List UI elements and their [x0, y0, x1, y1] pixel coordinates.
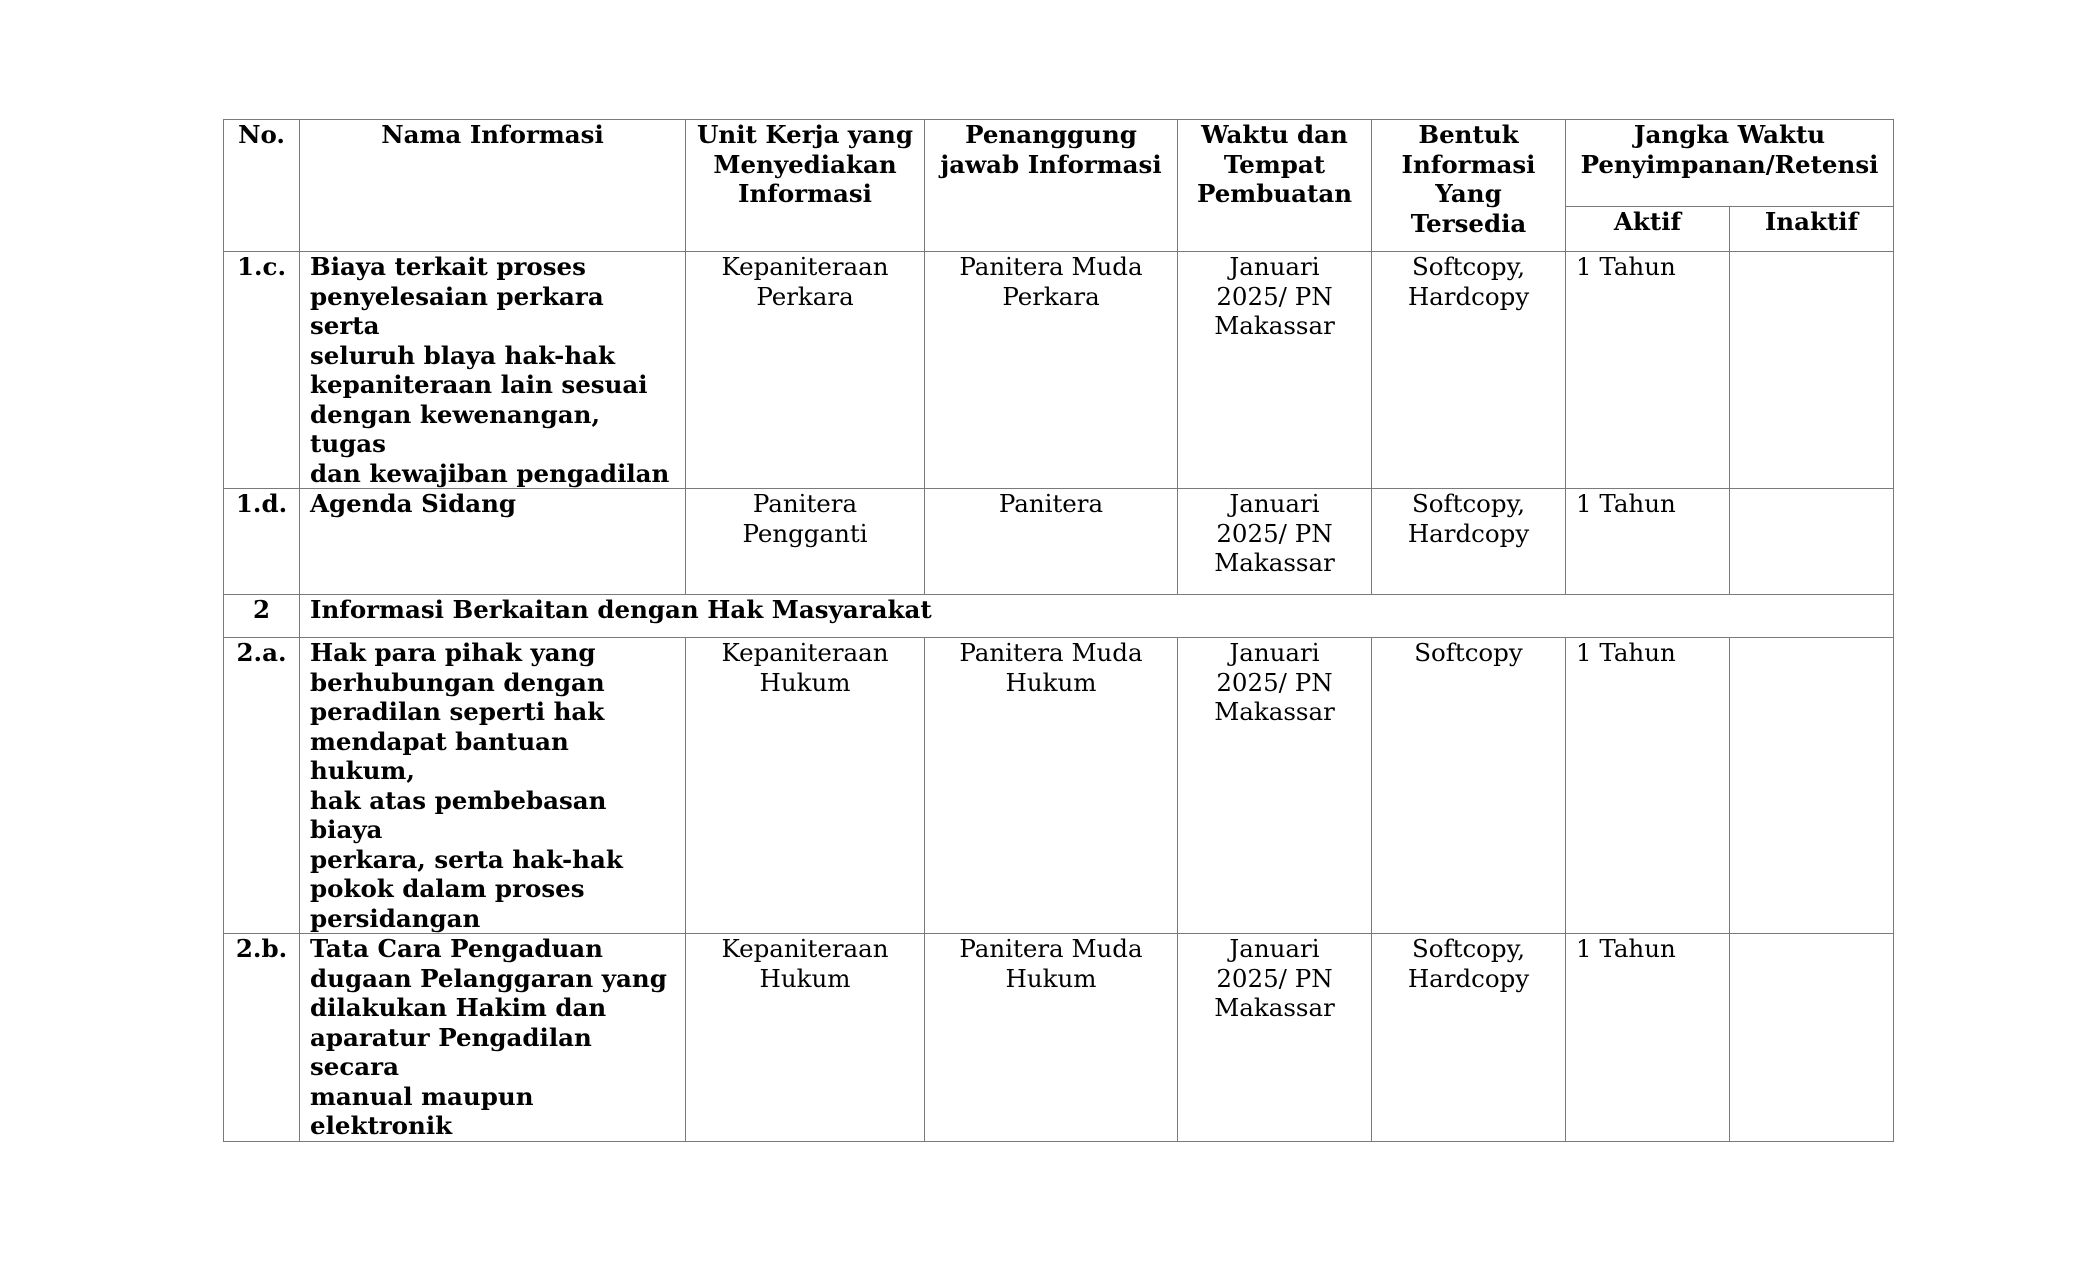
- row-waktu-tempat: Januari 2025/ PN Makassar: [1178, 934, 1372, 1142]
- row-number: 2.b.: [224, 934, 300, 1142]
- row-bentuk-informasi: Softcopy, Hardcopy: [1372, 252, 1566, 489]
- header-aktif: Aktif: [1566, 207, 1730, 252]
- row-number: 2.a.: [224, 638, 300, 934]
- row-penanggung-jawab: Panitera Muda Perkara: [925, 252, 1178, 489]
- header-bentuk-informasi: Bentuk Informasi Yang Tersedia: [1372, 120, 1566, 252]
- row-bentuk-informasi: Softcopy, Hardcopy: [1372, 934, 1566, 1142]
- row-nama-informasi: Agenda Sidang: [300, 489, 686, 595]
- row-unit-kerja: Panitera Pengganti: [686, 489, 925, 595]
- row-waktu-tempat: Januari 2025/ PN Makassar: [1178, 489, 1372, 595]
- row-penanggung-jawab: Panitera Muda Hukum: [925, 638, 1178, 934]
- row-bentuk-informasi: Softcopy: [1372, 638, 1566, 934]
- information-table: [223, 119, 1894, 1142]
- table-row: [224, 252, 1894, 489]
- row-penanggung-jawab: Panitera: [925, 489, 1178, 595]
- row-unit-kerja: Kepaniteraan Perkara: [686, 252, 925, 489]
- row-aktif: 1 Tahun: [1566, 638, 1730, 934]
- table-row: [224, 934, 1894, 1142]
- header-penanggung-jawab: Penanggung jawab Informasi: [925, 120, 1178, 252]
- section-row: [224, 595, 1894, 638]
- header-no: No.: [224, 120, 300, 252]
- row-nama-informasi: Tata Cara Pengaduan dugaan Pelanggaran yang dilakukan Hakim dan aparatur Pengadilan secara manual maupun elektronik: [300, 934, 686, 1142]
- row-unit-kerja: Kepaniteraan Hukum: [686, 934, 925, 1142]
- row-unit-kerja: Kepaniteraan Hukum: [686, 638, 925, 934]
- row-nama-informasi: Biaya terkait proses penyelesaian perkara serta seluruh blaya hak-hak kepaniteraan lain sesuai dengan kewenangan, tugas dan kewajiban pengadilan: [300, 252, 686, 489]
- row-inaktif: [1730, 934, 1894, 1142]
- row-number: 1.d.: [224, 489, 300, 595]
- row-waktu-tempat: Januari 2025/ PN Makassar: [1178, 638, 1372, 934]
- header-inaktif: Inaktif: [1730, 207, 1894, 252]
- row-penanggung-jawab: Panitera Muda Hukum: [925, 934, 1178, 1142]
- section-number: 2: [224, 595, 300, 638]
- header-jangka-waktu: Jangka Waktu Penyimpanan/Retensi: [1566, 120, 1894, 207]
- row-number: 1.c.: [224, 252, 300, 489]
- header-waktu-tempat: Waktu dan Tempat Pembuatan: [1178, 120, 1372, 252]
- row-aktif: 1 Tahun: [1566, 252, 1730, 489]
- row-aktif: 1 Tahun: [1566, 489, 1730, 595]
- row-aktif: 1 Tahun: [1566, 934, 1730, 1142]
- section-title: Informasi Berkaitan dengan Hak Masyarakat: [300, 595, 1894, 638]
- row-nama-informasi: Hak para pihak yang berhubungan dengan peradilan seperti hak mendapat bantuan hukum, hak atas pembebasan biaya perkara, serta hak-hak pokok dalam proses persidangan: [300, 638, 686, 934]
- row-bentuk-informasi: Softcopy, Hardcopy: [1372, 489, 1566, 595]
- table-row: [224, 489, 1894, 595]
- row-inaktif: [1730, 252, 1894, 489]
- row-waktu-tempat: Januari 2025/ PN Makassar: [1178, 252, 1372, 489]
- row-inaktif: [1730, 638, 1894, 934]
- row-inaktif: [1730, 489, 1894, 595]
- header-nama-informasi: Nama Informasi: [300, 120, 686, 252]
- header-unit-kerja: Unit Kerja yang Menyediakan Informasi: [686, 120, 925, 252]
- table-row: [224, 638, 1894, 934]
